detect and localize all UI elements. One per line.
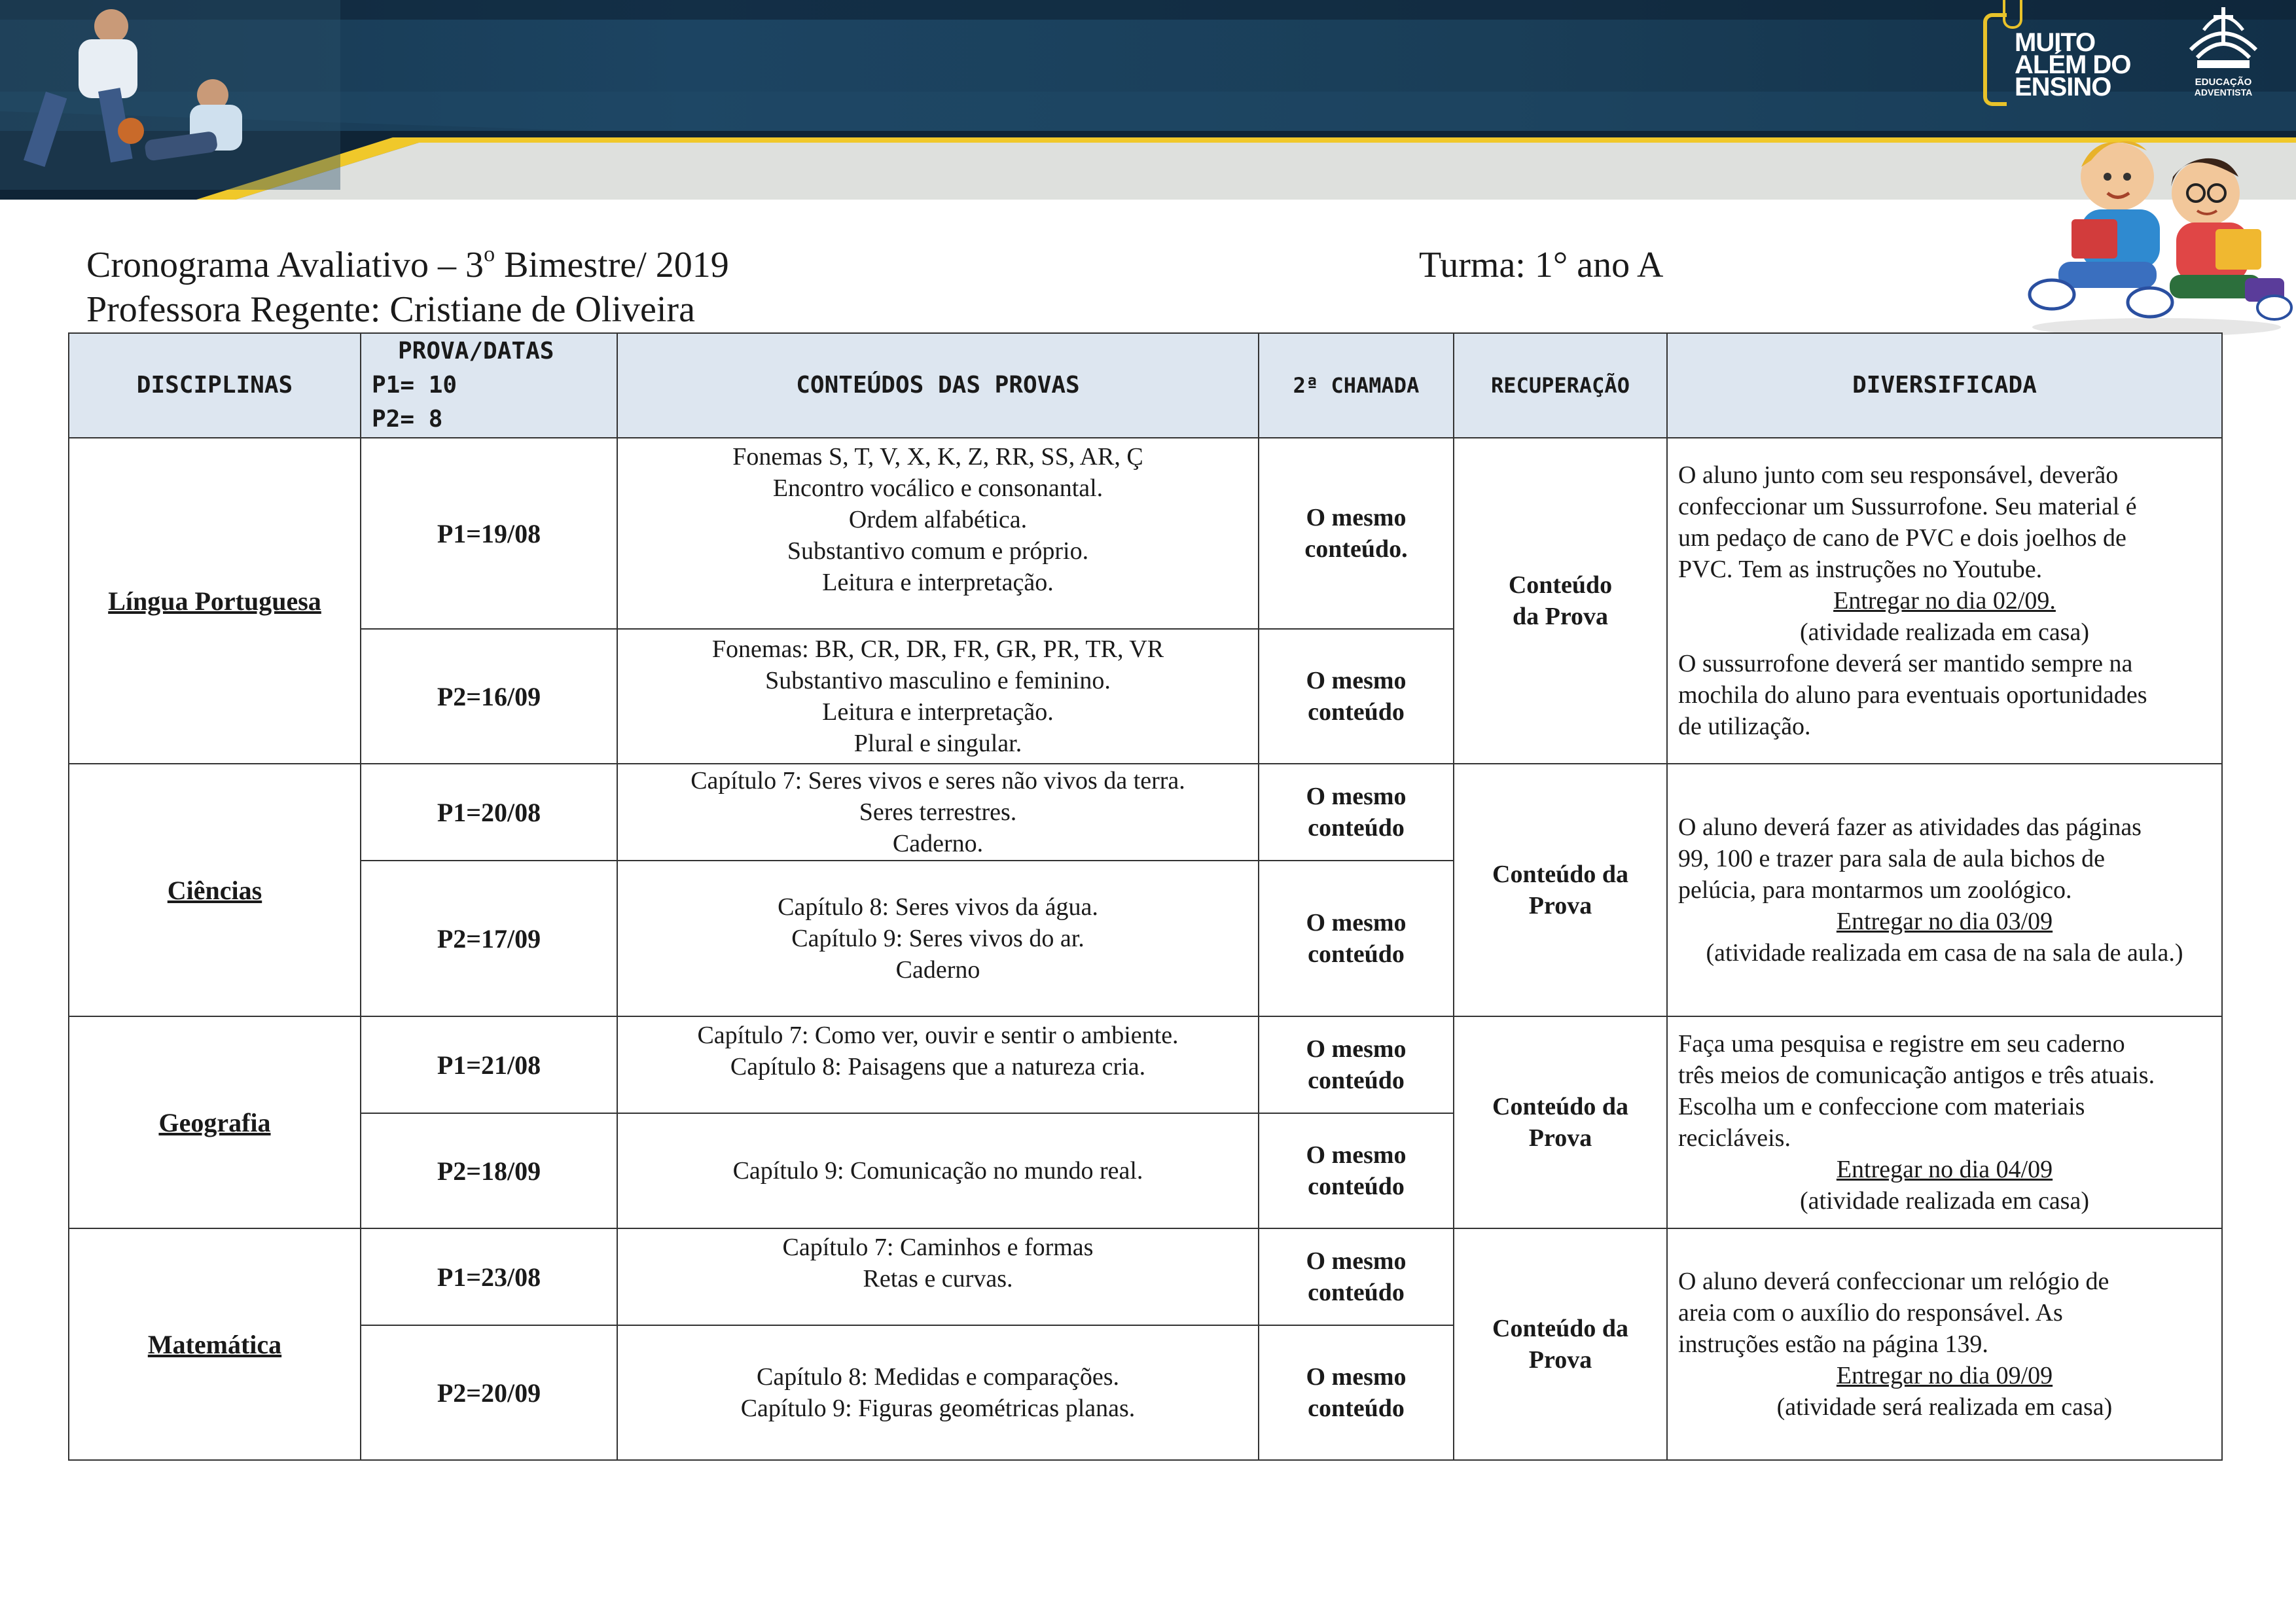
diversified-cell [1667,1228,2222,1460]
recovery-line: Prova [1528,1346,1592,1374]
second-call-line: O mesmo [1306,1363,1407,1391]
content-line: Caderno. [892,830,984,857]
subject-cell: Matemática [69,1228,361,1460]
header-disciplinas: DISCIPLINAS [69,333,361,438]
content-line: Fonemas S, T, V, X, K, Z, RR, SS, AR, Ç [732,443,1143,471]
second-call-cell [1259,629,1454,764]
second-call-line: O mesmo [1306,1035,1407,1063]
content-line: Caderno [895,956,980,984]
header-dates-p2: P2= 8 [372,406,443,433]
header-conteudos: CONTEÚDOS DAS PROVAS [617,333,1259,438]
diversified-line: pelúcia, para montarmos um zoológico. [1678,876,2072,904]
content-line: Capítulo 9: Seres vivos do ar. [791,925,1085,952]
diversified-line: areia com o auxílio do responsável. As [1678,1299,2063,1327]
diversified-line: três meios de comunicação antigos e três atuais. [1678,1061,2155,1089]
logo-line-3: ENSINO [2015,73,2111,101]
recovery-line: Conteúdo [1508,571,1613,599]
second-call-line: conteúdo [1308,1395,1405,1422]
second-call-line: conteúdo [1308,1067,1405,1094]
content-cell [617,764,1259,861]
content-line: Capítulo 7: Caminhos e formas [782,1234,1094,1261]
content-line: Leitura e interpretação. [822,569,1054,596]
second-call-cell [1259,1113,1454,1228]
deadline-text: Entregar no dia 02/09. [1833,587,2056,615]
header-dates-p1: P1= 10 [372,372,457,399]
content-line: Encontro vocálico e consonantal. [772,474,1103,502]
header-recuperacao: RECUPERAÇÃO [1454,333,1667,438]
recovery-cell [1454,1228,1667,1460]
page-title [86,243,729,287]
second-call-cell [1259,1228,1454,1325]
content-line: Capítulo 8: Seres vivos da água. [778,893,1098,921]
diversified-line: um pedaço de cano de PVC e dois joelhos de [1678,524,2126,552]
teacher-name: Professora Regente: Cristiane de Oliveira [86,289,695,330]
diversified-line: confeccionar um Sussurrofone. Seu material é [1678,493,2137,520]
subject-cell: Ciências [69,764,361,1016]
recovery-line: Conteúdo da [1492,861,1628,888]
diversified-cell [1667,438,2222,764]
title-prefix: Cronograma Avaliativo – 3 [86,245,484,285]
diversified-line: de utilização. [1678,713,1811,740]
deadline-text: Entregar no dia 03/09 [1836,908,2053,935]
content-line: Seres terrestres. [859,798,1017,826]
diversified-line: Escolha um e confeccione com materiais [1678,1093,2085,1120]
schedule-table [68,332,2223,1461]
flask-icon [2003,0,2022,29]
second-call-cell [1259,1325,1454,1460]
recovery-line: Conteúdo da [1492,1093,1628,1120]
content-line: Retas e curvas. [863,1265,1013,1293]
content-line: Capítulo 9: Comunicação no mundo real. [732,1157,1143,1185]
activity-note: (atividade realizada em casa) [1800,618,2089,646]
kids-playing-image [0,0,340,190]
content-cell [617,1325,1259,1460]
diversified-line: O aluno deverá confeccionar um relógio de [1678,1268,2109,1295]
second-call-line: conteúdo [1308,1279,1405,1306]
recovery-cell [1454,1016,1667,1228]
content-cell [617,629,1259,764]
gym-floor-image [0,0,2296,200]
logo-line-2: ALÉM DO [2015,50,2131,79]
content-cell [617,1113,1259,1228]
second-call-line: O mesmo [1306,909,1407,936]
class-label: Turma: 1° ano A [1419,245,1664,285]
diversified-line: mochila do aluno para eventuais oportunidades [1678,681,2147,709]
recovery-line: Prova [1528,892,1592,919]
second-call-line: conteúdo [1308,814,1405,842]
recovery-line: da Prova [1512,603,1609,630]
content-line: Capítulo 8: Paisagens que a natureza cria. [730,1053,1146,1080]
diversified-line: O aluno junto com seu responsável, deverão [1678,461,2119,489]
deadline-text: Entregar no dia 04/09 [1836,1156,2053,1183]
recovery-line: Conteúdo da [1492,1315,1628,1342]
educacao-adventista-logo [2174,0,2272,98]
diversified-line: Faça uma pesquisa e registre em seu caderno [1678,1030,2125,1058]
activity-note: (atividade realizada em casa de na sala de aula.) [1706,939,2183,967]
diversified-line: 99, 100 e trazer para sala de aula bichos de [1678,845,2106,872]
table-row [69,438,2222,629]
recovery-cell [1454,438,1667,764]
second-call-line: conteúdo [1308,940,1405,968]
header-diversificada: DIVERSIFICADA [1667,333,2222,438]
header-segunda-chamada: 2ª CHAMADA [1259,333,1454,438]
recovery-line: Prova [1528,1124,1592,1152]
header-prova-datas [361,333,617,438]
content-cell [617,1228,1259,1325]
second-call-line: conteúdo [1308,1173,1405,1200]
table-row [69,764,2222,861]
content-line: Leitura e interpretação. [822,698,1054,726]
second-call-cell [1259,764,1454,861]
second-call-line: O mesmo [1306,504,1407,531]
content-cell [617,861,1259,1016]
date-cell: P1=20/08 [361,764,617,861]
diversified-cell [1667,764,2222,1016]
date-cell: P1=19/08 [361,438,617,629]
diversified-cell [1667,1016,2222,1228]
table-header-row [69,333,2222,438]
date-cell: P2=16/09 [361,629,617,764]
content-line: Substantivo masculino e feminino. [765,667,1111,694]
table-row [69,1016,2222,1113]
deadline-text: Entregar no dia 09/09 [1836,1362,2053,1389]
title-ordinal: o [484,242,495,266]
diversified-line: instruções estão na página 139. [1678,1330,1988,1358]
content-line: Ordem alfabética. [848,506,1028,533]
second-call-cell [1259,438,1454,629]
logo-bracket-icon [1983,13,2007,106]
second-call-line: O mesmo [1306,783,1407,810]
muito-alem-do-ensino-logo [1983,0,2173,108]
content-line: Capítulo 8: Medidas e comparações. [756,1363,1119,1391]
diversified-line: O aluno deverá fazer as atividades das páginas [1678,813,2142,841]
content-cell [617,1016,1259,1113]
recovery-cell [1454,764,1667,1016]
second-call-line: O mesmo [1306,1247,1407,1275]
content-line: Substantivo comum e próprio. [787,537,1089,565]
table-row [69,1228,2222,1325]
content-cell [617,438,1259,629]
adventist-emblem-icon [2184,4,2263,76]
date-cell: P1=23/08 [361,1228,617,1325]
date-cell: P2=18/09 [361,1113,617,1228]
second-call-cell [1259,1016,1454,1113]
logo-adv-line-1: EDUCAÇÃO [2195,77,2252,88]
date-cell: P2=20/09 [361,1325,617,1460]
reading-kids-illustration [2019,131,2294,340]
header-dates-title: PROVA/DATAS [398,338,554,365]
subject-cell: Geografia [69,1016,361,1228]
activity-note: (atividade será realizada em casa) [1776,1393,2113,1421]
diversified-line: PVC. Tem as instruções no Youtube. [1678,556,2043,583]
subject-cell: Língua Portuguesa [69,438,361,764]
content-line: Fonemas: BR, CR, DR, FR, GR, PR, TR, VR [711,635,1164,663]
activity-note: (atividade realizada em casa) [1800,1187,2089,1215]
second-call-cell [1259,861,1454,1016]
content-line: Capítulo 7: Seres vivos e seres não vivos da terra. [691,767,1185,794]
date-cell: P1=21/08 [361,1016,617,1113]
logo-line-1: MUITO [2015,28,2096,57]
header-banner [0,0,2296,200]
logo-adv-line-2: ADVENTISTA [2194,87,2253,98]
content-line: Capítulo 7: Como ver, ouvir e sentir o ambiente. [697,1022,1179,1049]
second-call-line: O mesmo [1306,667,1407,694]
diversified-line: O sussurrofone deverá ser mantido sempre na [1678,650,2133,677]
date-cell: P2=17/09 [361,861,617,1016]
second-call-line: O mesmo [1306,1141,1407,1169]
second-call-line: conteúdo. [1304,535,1408,563]
diversified-line: recicláveis. [1678,1124,1791,1152]
content-line: Plural e singular. [853,730,1022,757]
second-call-line: conteúdo [1308,698,1405,726]
title-suffix: Bimestre/ 2019 [495,245,729,285]
content-line: Capítulo 9: Figuras geométricas planas. [740,1395,1136,1422]
